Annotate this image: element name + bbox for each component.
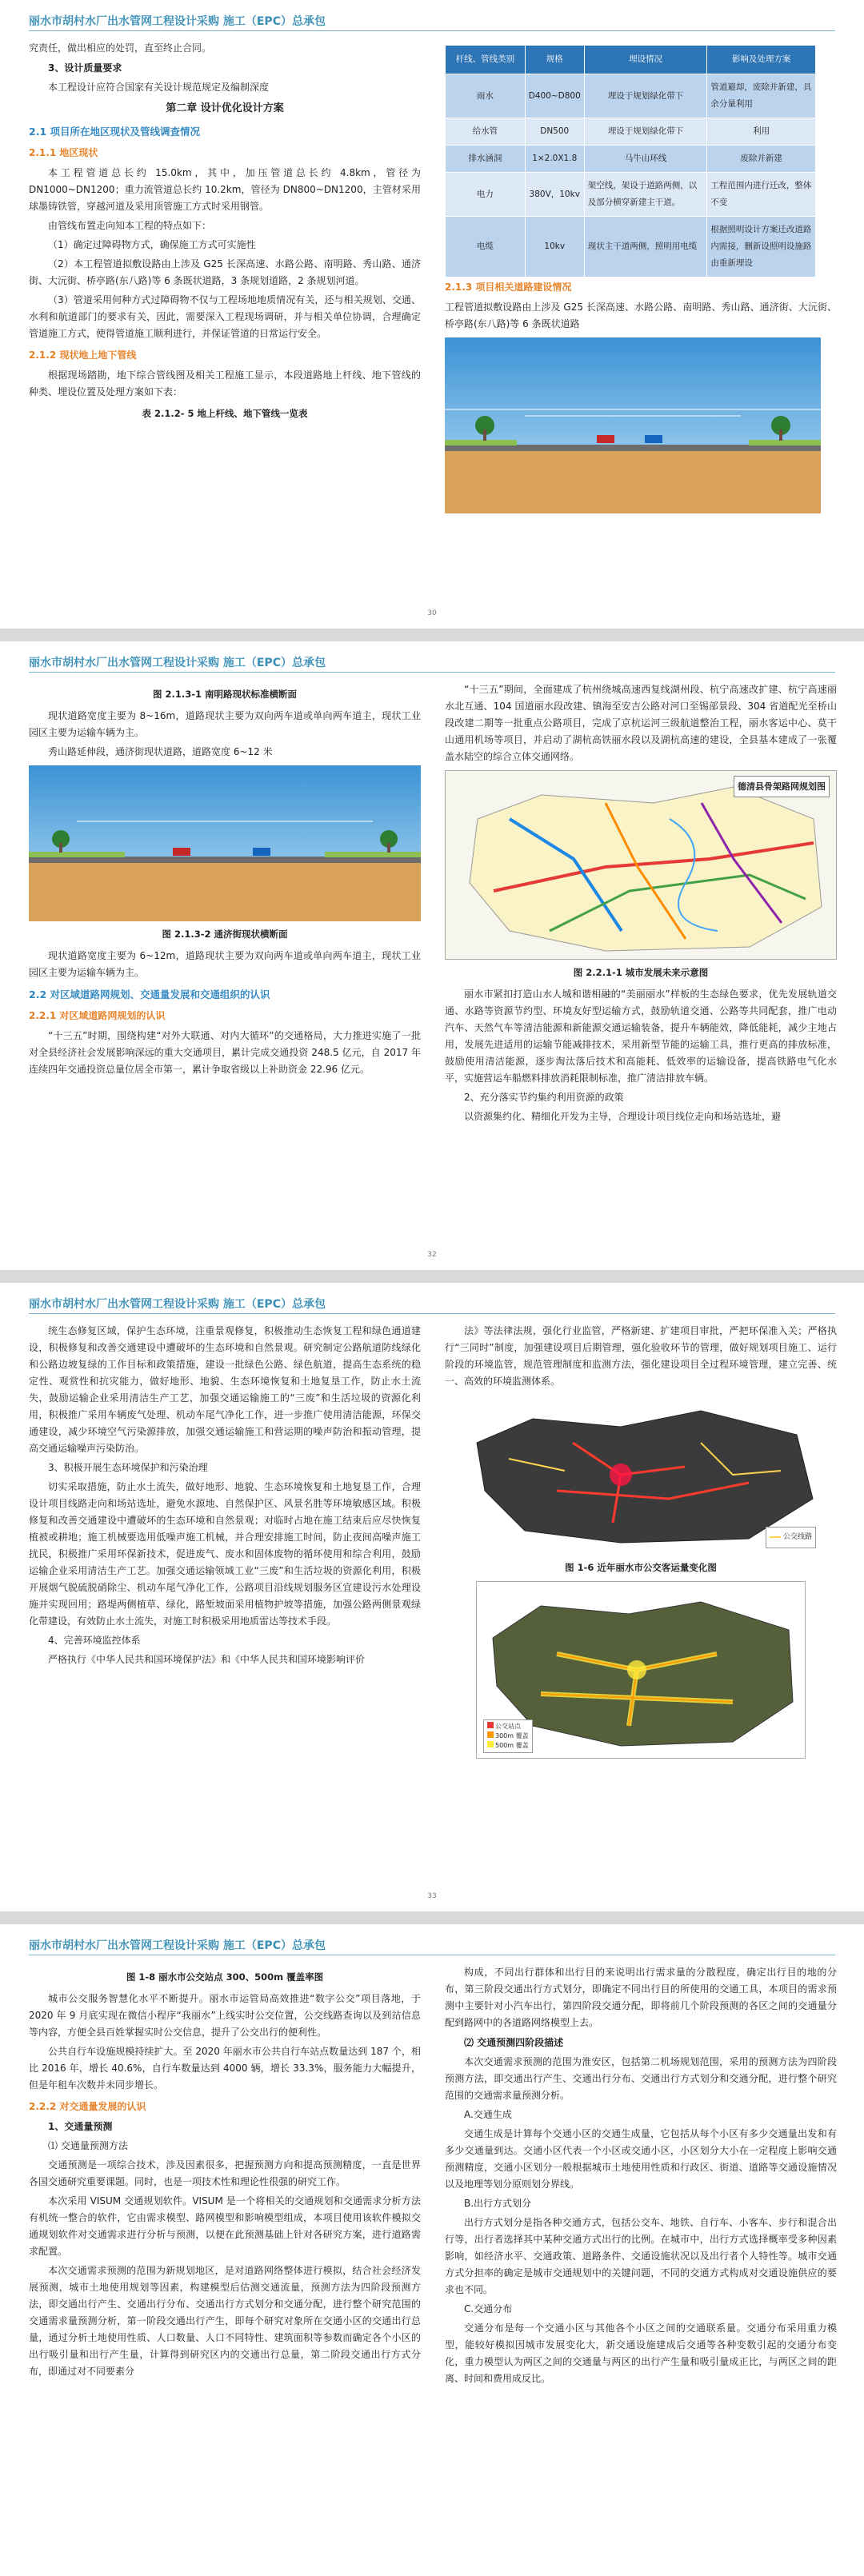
table-cell: 管道避却，废除并新建，具余分量利用 [707, 74, 816, 118]
subsection-heading: 2.2.1 对区域道路网规划的认识 [29, 1010, 166, 1021]
table-cell: 埋设于规划绿化带下 [584, 74, 707, 118]
page-32 [0, 641, 864, 1270]
paragraph: 构成，不同出行群体和出行目的来说明出行需求量的分散程度，确定出行目的地的分布，第三阶段交通出行方式划分，即确定不同出行目的所使用的交通工具，本项目的需求预测中主要针对小汽车出行，第四阶段交通分配，即将前几个阶段预测的各区之间的交通量分配到路网中的各道路网络模型上去。 [445, 1967, 837, 2028]
table-cell: 排水涵洞 [446, 146, 526, 173]
paragraph: 秀山路延伸段，通济街现状道路，道路宽度 6~12 米 [48, 746, 273, 757]
page-header: 丽水市胡村水厂出水管网工程设计采购 施工（EPC）总承包 [29, 657, 326, 669]
bus-coverage-map [476, 1581, 806, 1759]
subsection-heading: 2.2.2 对交通量发展的认识 [29, 2101, 146, 2112]
paragraph: 2、充分落实节约集约利用资源的政策 [464, 1092, 624, 1103]
header-rule [29, 30, 835, 31]
paragraph: 工程管道拟敷设路由上涉及 G25 长深高速、水路公路、南明路、秀山路、通济街、大沅街、桥亭路(东八路)等 6 条既状道路 [445, 302, 837, 329]
paragraph: 丽水市紧扣打造山水人城和谐相融的“美丽丽水”样板的生态绿色要求，优先发展轨道交通、水路等资源节约型、环境友好型运输方式，鼓励轨道交通、公路等共同配套，推广电动汽车、天然气车等清洁能源和新能源交通运输装备，提升车辆能效，降低能耗，减少主地占用，发展先进适用的运输节能减排技术，采用新型节能的运输工具，推行更高的排放标准，鼓励使用清洁能源，逐步淘汰落后技术和高能耗、低效率的运输设备，提高铁路电气化水平，实施营运车船燃料排放消耗限制标准，推广清洁排放车辆。 [445, 988, 837, 1084]
map-title: 德清县骨架路网规划图 [734, 776, 830, 797]
page-header: 丽水市胡村水厂出水管网工程设计采购 施工（EPC）总承包 [29, 1939, 326, 1952]
subsection-heading: 2.1.1 地区现状 [29, 147, 98, 158]
legend-line-icon [770, 1536, 781, 1538]
subsection-heading: 2.1.3 项目相关道路建设情况 [445, 282, 572, 293]
table-header: 埋设情况 [584, 46, 707, 74]
paragraph: （1）确定过障碍物方式，确保施工方式可实施性 [48, 239, 256, 250]
paragraph: 究责任，做出相应的处罚，直至终止合同。 [29, 42, 212, 54]
table-cell: 废除并新建 [707, 146, 816, 173]
section-heading: ⑵ 交通预测四阶段描述 [464, 2037, 564, 2048]
bus-ridership-map [461, 1395, 821, 1555]
paragraph: 现状道路宽度主要为 6~12m，道路现状主要为双向两车道或单向两车道主，现状工业园区主要为运输车辆为主。 [29, 950, 421, 978]
page-number: 32 [427, 1251, 437, 1259]
legend-swatch-icon [487, 1741, 494, 1747]
paragraph: 出行方式划分是指各种交通方式，包括公交车、地铁、自行车、小客车、步行和混合出行等，出行者选择其中某种交通方式出行的比例。在城市中，出行方式选择概率受多种因素影响，如经济水平、交通政策、道路条件、交通设施状况以及出行者个人特性等。城市交通方式分担率的确定是城市交通规划中的关键问题，不同的交通方式构成对交通设施供应的要求也不同。 [445, 2217, 837, 2295]
paragraph: 现状道路宽度主要为 8~16m，道路现状主要为双向两车道或单向两车道主，现状工业园区主要为运输车辆为主。 [29, 710, 421, 738]
table-cell: 380V，10kv [525, 173, 584, 217]
paragraph: 由管线布置走向知本工程的特点如下： [48, 220, 212, 231]
legend-label: 公交线路 [782, 1533, 812, 1541]
table-cell: 10kv [525, 217, 584, 278]
legend-item [487, 1741, 529, 1751]
paragraph: 本次交通需求预测的范围为新规划地区，是对道路网络整体进行模拟，结合社会经济发展预测，城市土地使用规划等因素，构建模型后估测交通流量，预测方法为四阶段预测方法，即交通出行产生、交通出行分布、交通出行方式划分和交通分配，进行整个研究范围的交通需求量预测分析，第一阶段交通出行产生，即每个研究对象所在交通小区的交通出行总量，通过分析土地使用性质、人口数量、人口不同特性、建筑面积等参数而确定各个小区的出行吸引量和出行产生量，计算得到研究区内的交通出行总量，第二阶段交通出行方式分布，即通过对不同要素分 [29, 2265, 421, 2377]
paragraph: “十三五”时期，围绕构建“对外大联通、对内大循环”的交通格局，大力推进实施了一批对全县经济社会发展影响深远的重大交通项目，累计完成交通投资 248.5 亿元，自 2017 年连续四年交通投资总量位居全市第一，累计争取省级以上补助资金 22.96 亿元。 [29, 1030, 421, 1075]
paragraph: B.出行方式划分 [464, 2198, 532, 2209]
pipeline-table [445, 45, 816, 278]
legend-item [487, 1731, 529, 1741]
paragraph: （3）管道采用何种方式过障碍物不仅与工程场地地质情况有关，还与相关规划、交通、水利和航道部门的要求有关，因此，需要深入工程现场调研，并与相关单位协调，合理确定管道施工方式，使得管道施工顺利进行，并保证管道的日常运行安全。 [29, 294, 421, 339]
header-rule [29, 1313, 835, 1314]
paragraph: 交通预测是一项综合技术，涉及因素很多，把握预测方向和提高预测精度，一直是世界各国交通研究重要课题。同时，也是一项技术性和理论性很强的研究工作。 [29, 2159, 421, 2187]
left-column [29, 1323, 421, 1671]
tongji-street-figure [29, 765, 421, 921]
page-30 [0, 0, 864, 629]
figure-caption: 图 1-6 近年丽水市公交客运量变化图 [565, 1562, 717, 1573]
paragraph: 交通分布是每一个交通小区与其他各个小区之间的交通联系量。交通分布采用重力模型，能较好模拟因城市发展变化大，新交通设施建成后交通等各种变数引起的交通分布变化，重力模型认为两区之间的交通量与两区的出行产生量和吸引量成正比，与两区之间的距离、时间和费用成反比。 [445, 2322, 837, 2384]
table-header-row [446, 46, 816, 74]
paragraph: 公共自行车设施规模持续扩大。至 2020 年丽水市公共自行车站点数量达到 187 个，相比 2016 年，增长 40.6%，自行车数量达到 4000 辆，增长 33.3%，服务能力大幅提升，但是年租车次数并未同步增长。 [29, 2046, 421, 2091]
paragraph: 本次采用 VISUM 交通规划软件。VISUM 是一个将相关的交通规划和交通需求分析方法有机统一整合的软件，它由需求模型、路网模型和影响模型组成，本项目使用该软件模拟交通规划软件对交通需求进行分析与预测，以便在此预测基础上针对各研究方案，进行道路需求配置。 [29, 2195, 421, 2257]
figure-caption: 图 2.1.3-2 通济街现状横断面 [162, 929, 288, 940]
figure-caption: 图 2.1.3-1 南明路现状标准横断面 [152, 689, 298, 700]
table-row [446, 173, 816, 217]
table-cell: 架空线，架设于道路两侧，以及部分横穿新建主干道。 [584, 173, 707, 217]
header-rule [29, 672, 835, 673]
table-header: 杆线、管线类别 [446, 46, 526, 74]
legend-swatch-icon [487, 1731, 494, 1738]
paragraph: 本工程设计应符合国家有关设计规范规定及编制深度 [48, 82, 270, 93]
section-heading: 2.2 对区域道路网规划、交通量发展和交通组织的认识 [29, 988, 270, 1000]
paragraph: 交通生成是计算每个交通小区的交通生成量，它包括从每个小区有多少交通量出发和有多少交通量到达。交通小区代表一个小区或交通小区，小区划分大小在一定程度上影响交通预测精度，交通小区划分一般根据城市土地使用性质和行政区、街道、道路等交通设施情况以及地理等划分原则划分界线。 [445, 2128, 837, 2190]
road-cross-section-figure [445, 337, 821, 513]
page-34 [0, 1924, 864, 2576]
paragraph: 城市公交服务智慧化水平不断提升。丽水市运管局高效推进“数字公交”项目落地，于 2020 年 9 月底实现在微信小程序“我丽水”上线实时公交位置，公交线路查询以及到站信息等内容，方便全县百姓掌握实时公交信息，提升了公交出行的便利性。 [29, 1993, 421, 2038]
section-heading: 1、交通量预测 [48, 2121, 113, 2132]
table-row [446, 146, 816, 173]
section-heading: 2.1 项目所在地区现状及管线调查情况 [29, 126, 200, 138]
table-cell: 雨水 [446, 74, 526, 118]
table-cell: 埋设于规划绿化带下 [584, 118, 707, 146]
paragraph: 切实采取措施，防止水土流失，做好地形、地貌、生态环境恢复和土地复垦工作，合理设计项目线路走向和场站选址，避免水源地、自然保护区、风景名胜等环境敏感区域。积极修复和改善交通建设中遭破坏的生态环境和自然景观；对临时占地在施工结束后应尽快恢复植被或耕地；施工机械要选用低噪声施工机械，并合理安排施工时间，防止夜间高噪声施工扰民，积极推广采用环保新技术，促进废气、废水和固体废物的循环使用和综合利用，鼓励运输企业采用清洁生产工艺。加强交通运输领域工业“三废”和生活垃圾的资源化利用，积极开展烟气脱硫脱硝除尘、机动车尾气净化工作，公路项目沿线规划服务区宜建设污水处理设施并实现回用；路堤两侧植草、绿化，路堑坡面采用植物护坡等措施，加强公路两侧景观绿化带建设，有效防止水土流失，对施工时积极采用地质雷达等技术手段。 [29, 1481, 421, 1627]
table-caption: 表 2.1.2- 5 地上杆线、地下管线一览表 [142, 408, 308, 419]
figure-caption: 图 1-8 丽水市公交站点 300、500m 覆盖率图 [126, 1971, 324, 1983]
right-column [445, 40, 837, 518]
figure-caption: 图 2.2.1-1 城市发展未来示意图 [573, 967, 709, 978]
table-row [446, 74, 816, 118]
paragraph: 4、完善环境监控体系 [48, 1635, 141, 1646]
paragraph: ⑴ 交通量预测方法 [48, 2140, 128, 2151]
paragraph: （2）本工程管道拟敷设路由上涉及 G25 长深高速、水路公路、南明路、秀山路、通济街、大沅街、桥亭路(东八路)等 6 条既状道路，3 条规划道路，2 条规划河道。 [29, 258, 421, 286]
table-cell: D400~D800 [525, 74, 584, 118]
paragraph: C.交通分布 [464, 2303, 513, 2314]
table-cell: 给水管 [446, 118, 526, 146]
paragraph: 法》等法律法规，强化行业监管，严格新建、扩建项目审批，严把环保准入关；严格执行“三同时”制度，加强建设项目后期管理，强化验收环节的管理，做好规划项目施工、运行阶段的环境监管，规范管理制度和监测方法，强化建设项目全过程环境管理，建立完善、统一、高效的环境监测体系。 [445, 1325, 837, 1387]
page-header: 丽水市胡村水厂出水管网工程设计采购 施工（EPC）总承包 [29, 15, 326, 28]
right-column [445, 1323, 837, 1763]
paragraph: “十三五”期间，全面建成了杭州绕城高速西复线湖州段、杭宁高速改扩建、杭宁高速丽水北互通、104 国道丽水段改建、镇海至安吉公路对河口至锡部景段、304 省道配光至桥山段改建二期等一批重点公路项目，完成了京杭运河三级航道整治工程，丽水客运中心、莫干山通用机场等项目，并启动了湖杭高铁丽水段以及湖杭高速的建设，全县基本建成了一张覆盖水陆空的综合立体交通网络。 [445, 684, 837, 762]
road-network-map [445, 770, 837, 960]
paragraph: 3、积极开展生态环境保护和污染治理 [48, 1462, 208, 1473]
table-cell: DN500 [525, 118, 584, 146]
left-column [29, 1964, 421, 2382]
table-cell: 利用 [707, 118, 816, 146]
legend-item [487, 1722, 529, 1731]
legend-label: 300m 覆盖 [495, 1732, 529, 1739]
page-header: 丽水市胡村水厂出水管网工程设计采购 施工（EPC）总承包 [29, 1298, 326, 1311]
road-cross-section-svg [445, 337, 821, 513]
section-heading: 3、设计质量要求 [48, 62, 122, 74]
paragraph: 严格执行《中华人民共和国环境保护法》和《中华人民共和国环境影响评价 [48, 1654, 366, 1665]
page-number: 30 [427, 609, 437, 617]
paragraph: 以资源集约化、精细化开发为主导，合理设计项目线位走向和场站选址，避 [464, 1111, 782, 1122]
left-column [29, 681, 421, 1080]
right-column [445, 681, 837, 1128]
table-cell: 工程范围内进行迁改，整体不变 [707, 173, 816, 217]
table-row [446, 118, 816, 146]
table-cell: 1×2.0X1.8 [525, 146, 584, 173]
table-header: 规格 [525, 46, 584, 74]
table-header: 影响及处理方案 [707, 46, 816, 74]
paragraph: 根据现场踏勘，地下综合管线图及相关工程施工显示，本段道路地上杆线、地下管线的种类、埋设位置及处理方案如下表： [29, 369, 421, 397]
paragraph: A.交通生成 [464, 2109, 512, 2120]
right-column [445, 1964, 837, 2390]
legend-label: 500m 覆盖 [495, 1742, 529, 1749]
map-legend [483, 1719, 533, 1753]
chapter-title: 第二章 设计优化设计方案 [166, 102, 284, 114]
table-row [446, 217, 816, 278]
paragraph: 本次交通需求预测的范围为淮安区，包括第二机场规划范围，采用的预测方法为四阶段预测方法，即交通出行产生、交通出行分布、交通出行方式划分和交通分配，进行整个研究范围的交通需求量预测分析。 [445, 2056, 837, 2101]
page-number: 33 [427, 1892, 437, 1900]
table-cell: 马牛山环线 [584, 146, 707, 173]
road-network-map-svg [446, 771, 837, 959]
table-cell: 根据照明设计方案迁改道路内需接，删新设照明设施路由重新埋设 [707, 217, 816, 278]
paragraph: 本工程管道总长约 15.0km，其中，加压管道总长约 4.8km，管径为 DN1000~DN1200；重力流管道总长约 10.2km，管径为 DN800~DN1200，主管材采用球墨铸铁管，穿越河道及采用顶管施工方式时采用钢管。 [29, 167, 421, 212]
table-cell: 电力 [446, 173, 526, 217]
tongji-street-svg [29, 765, 421, 921]
table-cell: 现状主干道两侧，照明用电缆 [584, 217, 707, 278]
paragraph: 统生态修复区域，保护生态环境，注重景观修复，积极推动生态恢复工程和绿色通道建设，积极修复和改善交通建设中遭破坏的生态环境和自然景观。研究制定公路航道防线绿化和公路边坡复绿的工作目标和政策措施，建设一批绿色公路、绿色航道，提高生态系统的稳定性、观赏性和抗灾能力，做好地形、地貌、生态环境恢复和土地复垦工作，防止水土流失，鼓励运输企业采用清洁生产工艺，加强交通运输施工的“三废”和生活垃圾的资源化利用，积极推广采用车辆废气处理、机动车尾气净化工作，进一步推广使用清洁能源，环保交通建设，减少环境空气污染源排放，加强交通运输施工和营运期的噪声防治和振动管理，提高交通运输噪声污染防治。 [29, 1325, 421, 1454]
table-cell: 电缆 [446, 217, 526, 278]
legend-label: 公交站点 [495, 1723, 521, 1730]
subsection-heading: 2.1.2 现状地上地下管线 [29, 349, 137, 361]
map-legend [766, 1527, 816, 1548]
left-column [29, 40, 421, 427]
legend-swatch-icon [487, 1722, 494, 1728]
page-33 [0, 1283, 864, 1911]
